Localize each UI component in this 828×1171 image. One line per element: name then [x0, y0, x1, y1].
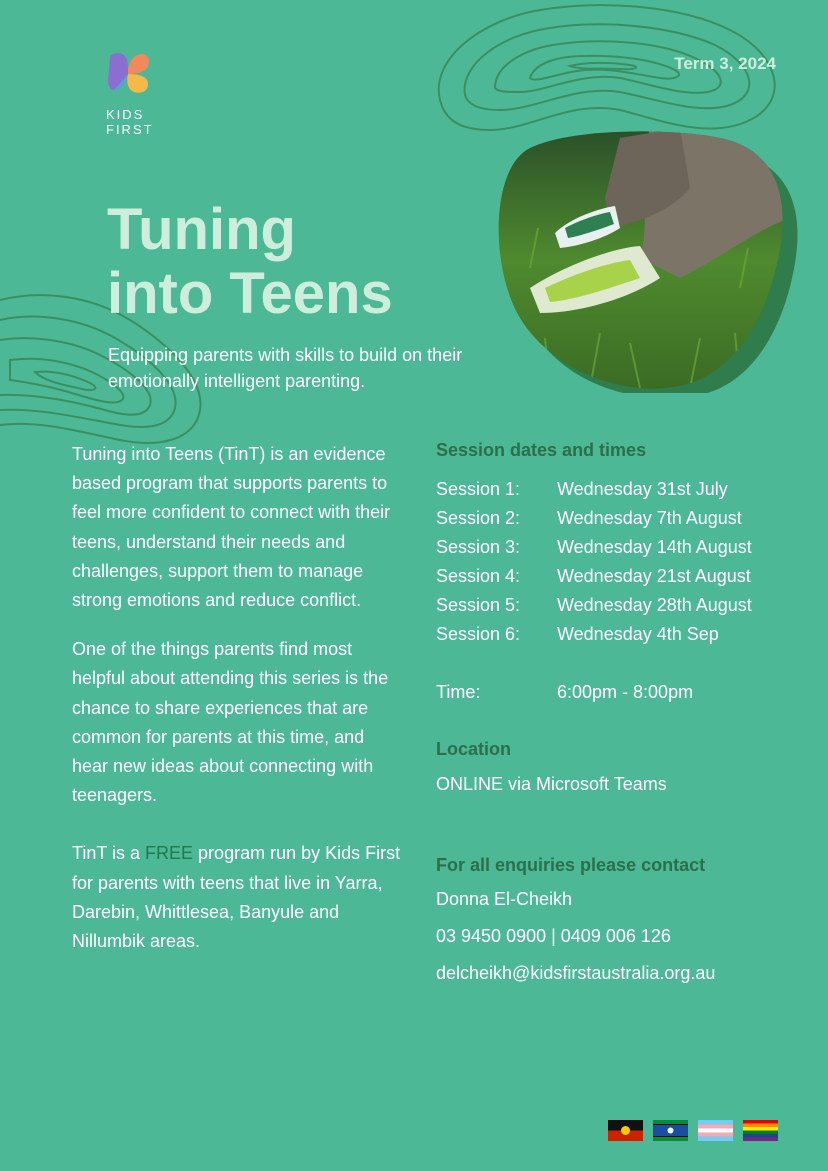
- page-title-line-1: Tuning: [107, 197, 296, 262]
- time-label: Time:: [436, 682, 481, 702]
- details-column: [436, 440, 816, 987]
- time-value: 6:00pm - 8:00pm: [557, 682, 694, 702]
- intro-p3-after: program run by Kids First for parents with teens that live in Yarra, Darebin, Whittlesea, Banyule and Nillumbik areas.: [72, 843, 401, 952]
- session-label: Session 3:: [436, 537, 521, 557]
- free-highlight: FREE: [145, 843, 194, 864]
- session-row: [436, 533, 816, 562]
- session-label: Session 6:: [436, 624, 521, 644]
- kids-first-logo-icon: [106, 52, 150, 94]
- contact-phones[interactable]: 03 9450 0900 | 0409 006 126: [436, 926, 671, 946]
- session-date: Wednesday 14th August: [557, 537, 752, 557]
- transgender-flag-icon: [698, 1120, 733, 1141]
- intro-column: [72, 440, 402, 976]
- session-row: [436, 475, 816, 504]
- term-label: Term 3, 2024: [674, 54, 776, 73]
- session-date: Wednesday 31st July: [557, 479, 728, 499]
- sessions-heading: Session dates and times: [436, 440, 647, 460]
- session-date: Wednesday 4th Sep: [557, 624, 719, 644]
- contact-heading: For all enquiries please contact: [436, 855, 706, 875]
- location-heading: Location: [436, 739, 511, 759]
- time-row: [436, 678, 816, 707]
- location-value: ONLINE via Microsoft Teams: [436, 774, 667, 794]
- logo-text-first: FIRST: [106, 122, 154, 137]
- logo-text-kids: KIDS: [106, 107, 145, 122]
- page-title-line-2: into Teens: [107, 261, 393, 326]
- session-date: Wednesday 21st August: [557, 566, 751, 586]
- session-label: Session 1:: [436, 479, 521, 499]
- sneakers-photo: [490, 128, 810, 393]
- session-row: [436, 620, 816, 649]
- kids-first-logo: [106, 52, 166, 137]
- intro-paragraph-1: Tuning into Teens (TinT) is an evidence based program that supports parents to feel more confident to connect with their teens, understand their needs and challenges, support them to manage strong emotions and reduce conflict.: [72, 444, 391, 611]
- contact-name: Donna El-Cheikh: [436, 889, 573, 909]
- contact-email[interactable]: delcheikh@kidsfirstaustralia.org.au: [436, 963, 716, 983]
- session-date: Wednesday 7th August: [557, 508, 742, 528]
- session-row: [436, 591, 816, 620]
- page-title: [107, 198, 393, 326]
- intro-paragraph-2: One of the things parents find most helpful about attending this series is the chance to share experiences that are common for parents at this time, and hear new ideas about connecting with teenagers.: [72, 639, 389, 806]
- rainbow-flag-icon: [743, 1120, 778, 1141]
- subtitle: Equipping parents with skills to build on their emotionally intelligent parenting.: [108, 345, 463, 391]
- aboriginal-flag-icon: [608, 1120, 643, 1141]
- session-date: Wednesday 28th August: [557, 595, 752, 615]
- session-row: [436, 504, 816, 533]
- torres-strait-islander-flag-icon: [653, 1120, 688, 1141]
- session-label: Session 2:: [436, 508, 521, 528]
- flags-row: [608, 1120, 778, 1141]
- session-row: [436, 562, 816, 591]
- intro-paragraph-3: [72, 839, 402, 956]
- sessions-list: [436, 475, 816, 707]
- session-label: Session 5:: [436, 595, 521, 615]
- session-label: Session 4:: [436, 566, 521, 586]
- intro-p3-before: TinT is a: [72, 843, 146, 864]
